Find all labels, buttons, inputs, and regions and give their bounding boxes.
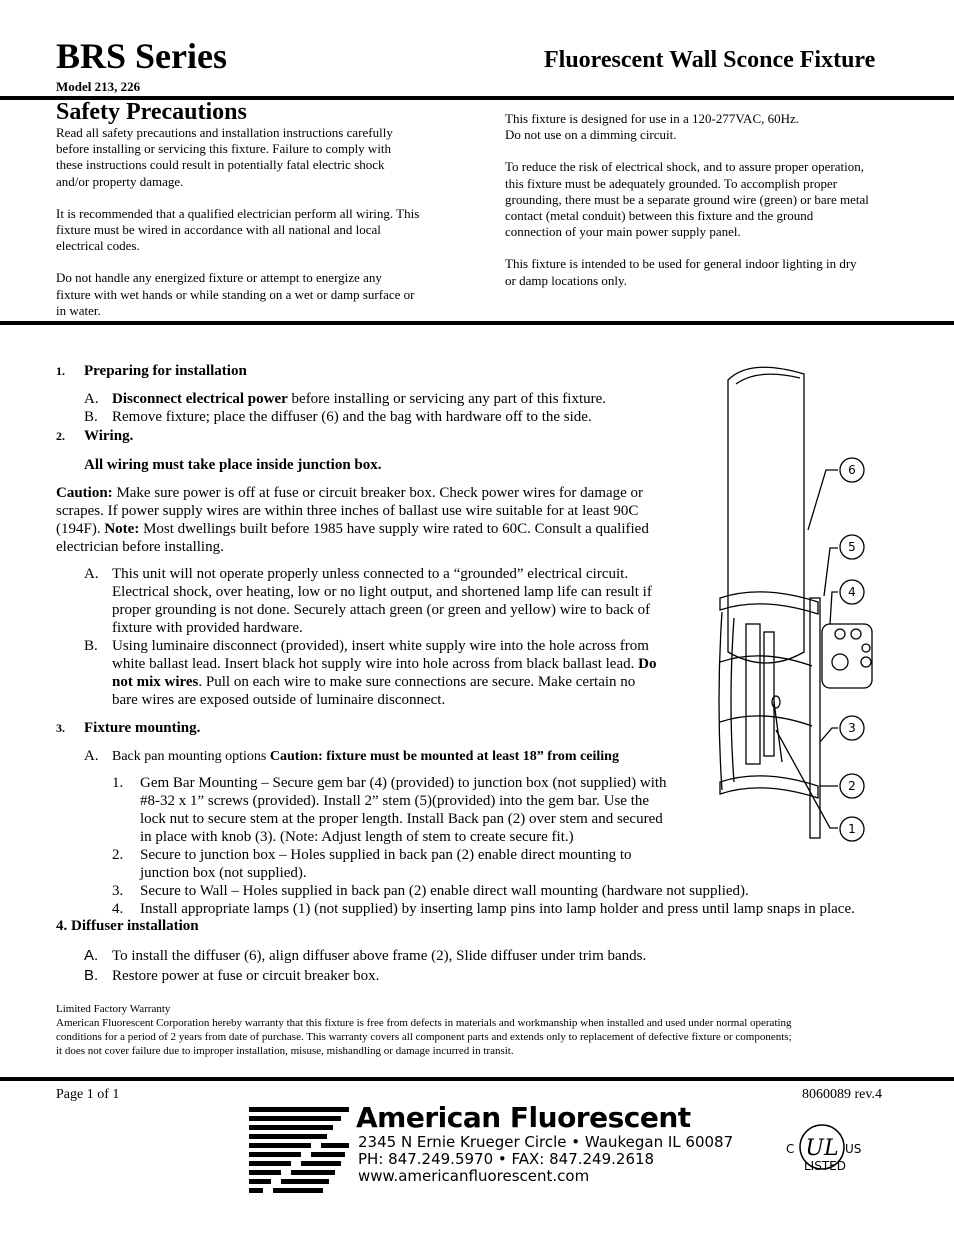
callout-6: 6 (848, 463, 856, 477)
safety-rule (0, 321, 954, 325)
page-number: Page 1 of 1 (56, 1087, 120, 1102)
junction-box-ko-2 (851, 629, 861, 639)
lamp-shape (746, 624, 760, 764)
frame-side (731, 618, 734, 782)
section-1-item-b: B. Remove fixture; place the diffuser (6) and the bag with hardware off to the side. (84, 409, 592, 425)
frame-hoop-2 (720, 716, 812, 726)
frame-hoop-1 (720, 656, 812, 666)
leader-3 (820, 728, 838, 742)
section-3-item-a: A. Back pan mounting options Caution: fixture must be mounted at least 18” from ceiling (84, 748, 619, 764)
junction-box-ko-5 (862, 644, 870, 652)
model-number: Model 213, 226 (56, 79, 141, 94)
document-subtitle: Fluorescent Wall Sconce Fixture (544, 47, 876, 73)
section-3-heading: 3. Fixture mounting. (56, 720, 201, 736)
ul-us-label: US (845, 1142, 862, 1156)
document-number: 8060089 rev.4 (802, 1087, 882, 1102)
safety-right-p1: This fixture is designed for use in a 120-277VAC, 60Hz. Do not use on a dimming circuit. (505, 111, 800, 143)
leader-4 (830, 592, 838, 624)
company-address: 2345 N Ernie Krueger Circle • Waukegan IL 60087 (358, 1133, 734, 1151)
safety-left-p1: Read all safety precautions and installation instructions carefully before installing or servicing this fixture. Failure to comply with these instructions could result in potentially fatal electric shock and/or property damage. (56, 125, 393, 189)
section-1-item-a: A. Disconnect electrical power before installing or servicing any part of this fixture. (84, 391, 607, 407)
junction-box-shape (822, 624, 872, 688)
section-4-heading: 4. Diffuser installation (56, 918, 199, 934)
callout-5: 5 (848, 540, 856, 554)
lamp-wire (774, 702, 782, 762)
ul-mark: UL (805, 1136, 839, 1161)
ul-c-label: C (786, 1142, 795, 1156)
safety-right-column (505, 111, 925, 289)
callout-1: 1 (848, 822, 856, 836)
safety-left-p3: Do not handle any energized fixture or attempt to energize any fixture with wet hands or while standing on a wet or damp surface or in water. (56, 270, 415, 318)
ul-listed-label: LISTED (804, 1159, 846, 1173)
section-3-step-4: 4. Install appropriate lamps (1) (not supplied) by inserting lamp pins into lamp holder and press until lamp snaps in place. (112, 901, 855, 917)
section-2-subheading: All wiring must take place inside junction box. (84, 457, 382, 473)
section-3-step-2: 2. Secure to junction box – Holes supplied in back pan (2) enable direct mounting to junction box (not supplied). (112, 847, 632, 881)
section-3-step-1: 1. Gem Bar Mounting – Secure gem bar (4) (provided) to junction box (not supplied) with #8-32 x 1” screws (provided). Install 2” stem (5)(provided) into the gem bar. Use the lock nut to secure stem at the proper length. Install Back pan (2) over stem and secured in place with knob (3). (Note: Adjust length of stem to create secure fit.) (112, 775, 667, 845)
section-2-caution: Caution: Make sure power is off at fuse or circuit breaker box. Check power wires for damage or scrapes. If power supply wires are within three inches of ballast use wire suitable for at least 90C (194F). Note: Most dwellings built before 1985 have supply wire rated to 60C. Consult a qualified electrician before installing. (56, 485, 649, 555)
knob-shape (772, 696, 780, 708)
callout-4: 4 (848, 585, 856, 599)
section-2-item-a: A. This unit will not operate properly unless connected to a “grounded” electrical circuit. Electrical shock, over heating, low or no light output, and shortened lamp life can result if proper grounding is not done. Securely attach green (or green and yellow) wire to back of fixture with provided hardware. (84, 566, 652, 636)
section-1-heading: 1. Preparing for installation (56, 363, 247, 379)
warranty-block: Limited Factory Warranty American Fluorescent Corporation hereby warranty that this fixture is free from defects in materials and workmanship when installed and used under normal operating conditions for a period of 2 years from date of purchase. This warranty covers all component parts and extends only to replacement of defective fixture or components; it does not cover failure due to improper installation, misuse, mishandling or damage incurred in transit. (56, 1002, 916, 1058)
callout-3: 3 (848, 721, 856, 735)
diffuser-shape (728, 367, 804, 663)
section-4-item-b: B. Restore power at fuse or circuit breaker box. (84, 967, 380, 984)
safety-right-p2: To reduce the risk of electrical shock, and to assure proper operation, this fixture must be adequately grounded. To accomplish proper grounding, there must be a separate ground wire (green) or bare metal contact (metal conduit) between this fixture and the ground connection of your main power supply panel. (505, 159, 869, 240)
frame-shape (719, 612, 722, 790)
fixture-diagram (700, 362, 910, 852)
warranty-title: Limited Factory Warranty (56, 1003, 171, 1015)
lamp-holder-shape (764, 632, 774, 756)
junction-box-ko-3 (832, 654, 848, 670)
leader-1 (776, 730, 838, 828)
section-2-heading: 2. Wiring. (56, 428, 134, 444)
safety-right-p3: This fixture is intended to be used for general indoor lighting in dry or damp locations only. (505, 256, 857, 288)
safety-left-p2: It is recommended that a qualified electrician perform all wiring. This fixture must be wired in accordance with all national and local electrical codes. (56, 205, 420, 254)
company-logo-icon (249, 1105, 349, 1193)
section-3-step-3: 3. Secure to Wall – Holes supplied in back pan (2) enable direct wall mounting (hardware not supplied). (112, 883, 749, 899)
leader-5 (824, 548, 838, 596)
section-2-item-b: B. Using luminaire disconnect (provided), insert white supply wire into the hole across from white ballast lead. Insert black hot supply wire into hole across from black ballast lead. Do not mix wires. Pull on each wire to make sure connections are secure. Make certain no bare wires are exposed outside of luminaire disconnect. (84, 638, 657, 708)
company-phone: PH: 847.249.5970 • FAX: 847.249.2618 (358, 1150, 655, 1168)
company-website[interactable]: www.americanfluorescent.com (358, 1167, 590, 1185)
diffuser-inner-edge (736, 374, 800, 384)
company-name: American Fluorescent (356, 1101, 691, 1134)
junction-box-ko-4 (861, 657, 871, 667)
section-4-item-a: A. To install the diffuser (6), align diffuser above frame (2), Slide diffuser under trim bands. (84, 947, 647, 964)
document-title: BRS Series (56, 36, 227, 76)
callout-2: 2 (848, 779, 856, 793)
safety-title: Safety Precautions (56, 99, 247, 125)
trim-band-top (720, 592, 818, 614)
footer-rule (0, 1077, 954, 1081)
junction-box-ko-1 (835, 629, 845, 639)
leader-6 (808, 470, 838, 530)
safety-left-column (56, 125, 476, 319)
